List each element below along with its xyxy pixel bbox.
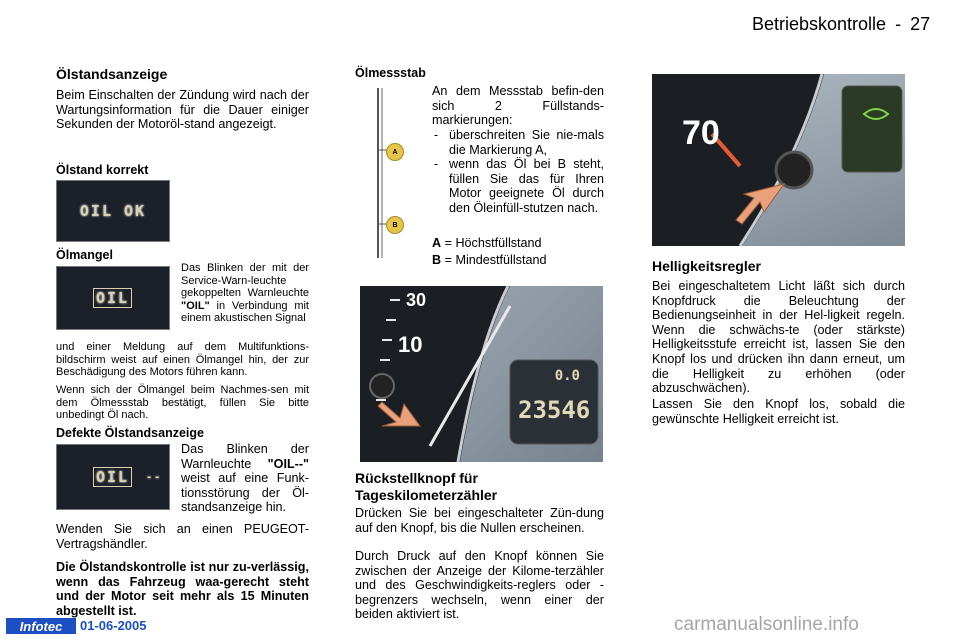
list-item: - wenn das Öl bei B steht, füllen Sie das für Ihren Motor geeignete Öl durch den Öleinfüll-stutzen nach.: [432, 157, 604, 215]
reset-paragraph-2: Durch Druck auf den Knopf können Sie zwischen der Anzeige der Kilome-terzähler und des Geschwindigkeits-reglers oder -begrenzers wechseln, wenn einer der beiden aktiviert ist.: [355, 549, 604, 622]
dipstick-legend-b: B = Mindestfüllstand: [432, 253, 547, 267]
dipstick-illustration: [360, 84, 420, 260]
defect-display-dash: --: [146, 471, 163, 483]
speed-tick-70: 70: [682, 114, 720, 152]
instrument-panel-photo: [360, 286, 603, 462]
reset-paragraph-1: Drücken Sie bei eingeschalteter Zün-dung auf den Knopf, bis die Nullen erscheinen.: [355, 506, 604, 535]
defect-text: Das Blinken der Warnleuchte "OIL--" weist auf eine Funk-tionsstörung der Öl-standsanzeige hin.: [181, 442, 309, 515]
oil-level-intro: Beim Einschalten der Zündung wird nach der Wartungsinformation für die Dauer einiger Sekunden der Motoröl-stand angezeigt.: [56, 88, 309, 132]
oil-check-warning: Die Ölstandskontrolle ist nur zu-verlässig, wenn das Fahrzeug waa-gerecht steht und der Motor seit mehr als 15 Minuten abgestellt ist.: [56, 560, 309, 618]
oil-low-text: Das Blinken der mit der Service-Warn-leuchte gekoppelten Warnleuchte "OIL" in Verbindung mit einem akustischen Signal: [181, 262, 309, 325]
header-title: Betriebskontrolle: [752, 14, 887, 34]
dipstick-heading: Ölmessstab: [355, 66, 426, 80]
infotec-logo: Infotec: [6, 618, 76, 634]
dipstick-legend-a: A = Höchstfüllstand: [432, 236, 542, 250]
brightness-paragraph-1: Bei eingeschaltetem Licht läßt sich durch Knopfdruck die Beleuchtung der Bedienungseinheit in der Hel-ligkeit regeln. Wenn die schwächs-te (oder stärkste) Helligkeitsstufe erreicht ist, lassen Sie den Knopf los und drücken ihn dann erneut, um die Helligkeit zu erhöhen (oder abzuschwächen).: [652, 279, 905, 396]
watermark: carmanualsonline.info: [674, 614, 859, 635]
reset-heading: Rückstellknopf für Tageskilometerzähler: [355, 470, 498, 503]
dipstick-intro: An dem Messstab befin-den sich 2 Füllstands-markierungen:: [432, 84, 604, 128]
oil-ok-display: [56, 180, 170, 242]
oil-low-display-text: OIL: [93, 288, 132, 308]
brightness-paragraph-2: Lassen Sie den Knopf los, sobald die gewünschte Helligkeit erreicht ist.: [652, 397, 905, 426]
marker-a: A: [386, 143, 404, 161]
trip-display: 0.0: [554, 368, 580, 384]
marker-b: B: [386, 216, 404, 234]
defect-display-text: OIL: [93, 467, 132, 487]
footer-date: 01-06-2005: [80, 618, 147, 633]
dipstick-list: [432, 128, 604, 216]
header-separator: -: [895, 14, 902, 34]
oil-ok-display-text: OIL OK: [79, 202, 147, 220]
odometer-display: 23546: [518, 396, 591, 424]
oil-low-text-continued: und einer Meldung auf dem Multifunktions-bildschirm weist auf einen Ölmangel hin, der zur Beschädigung des Motors führen kann.: [56, 341, 309, 379]
defect-heading: Defekte Ölstandsanzeige: [56, 426, 204, 440]
list-item: - überschreiten Sie nie-mals die Markierung A,: [432, 128, 604, 157]
page-number: 27: [910, 14, 931, 34]
dipstick-drawing: [360, 84, 420, 260]
section-title-oil-level: Ölstandsanzeige: [56, 66, 168, 82]
gauge-tick-10: 10: [398, 332, 423, 357]
dealer-contact-text: Wenden Sie sich an einen PEUGEOT-Vertragshändler.: [56, 522, 309, 551]
brightness-knob-photo: [652, 74, 905, 246]
brightness-heading: Helligkeitsregler: [652, 258, 761, 274]
page-header: [752, 14, 930, 35]
oil-low-dipstick-text: Wenn sich der Ölmangel beim Nachmes-sen mit dem Ölmessstab bestätigt, füllen Sie bitte unbedingt Öl nach.: [56, 384, 309, 422]
knob-drawing: [652, 74, 905, 246]
gauge-tick-30: 30: [406, 290, 427, 310]
defect-display: [56, 444, 170, 510]
oil-low-heading: Ölmangel: [56, 248, 113, 262]
oil-ok-heading: Ölstand korrekt: [56, 163, 149, 177]
oil-low-display: [56, 266, 170, 330]
